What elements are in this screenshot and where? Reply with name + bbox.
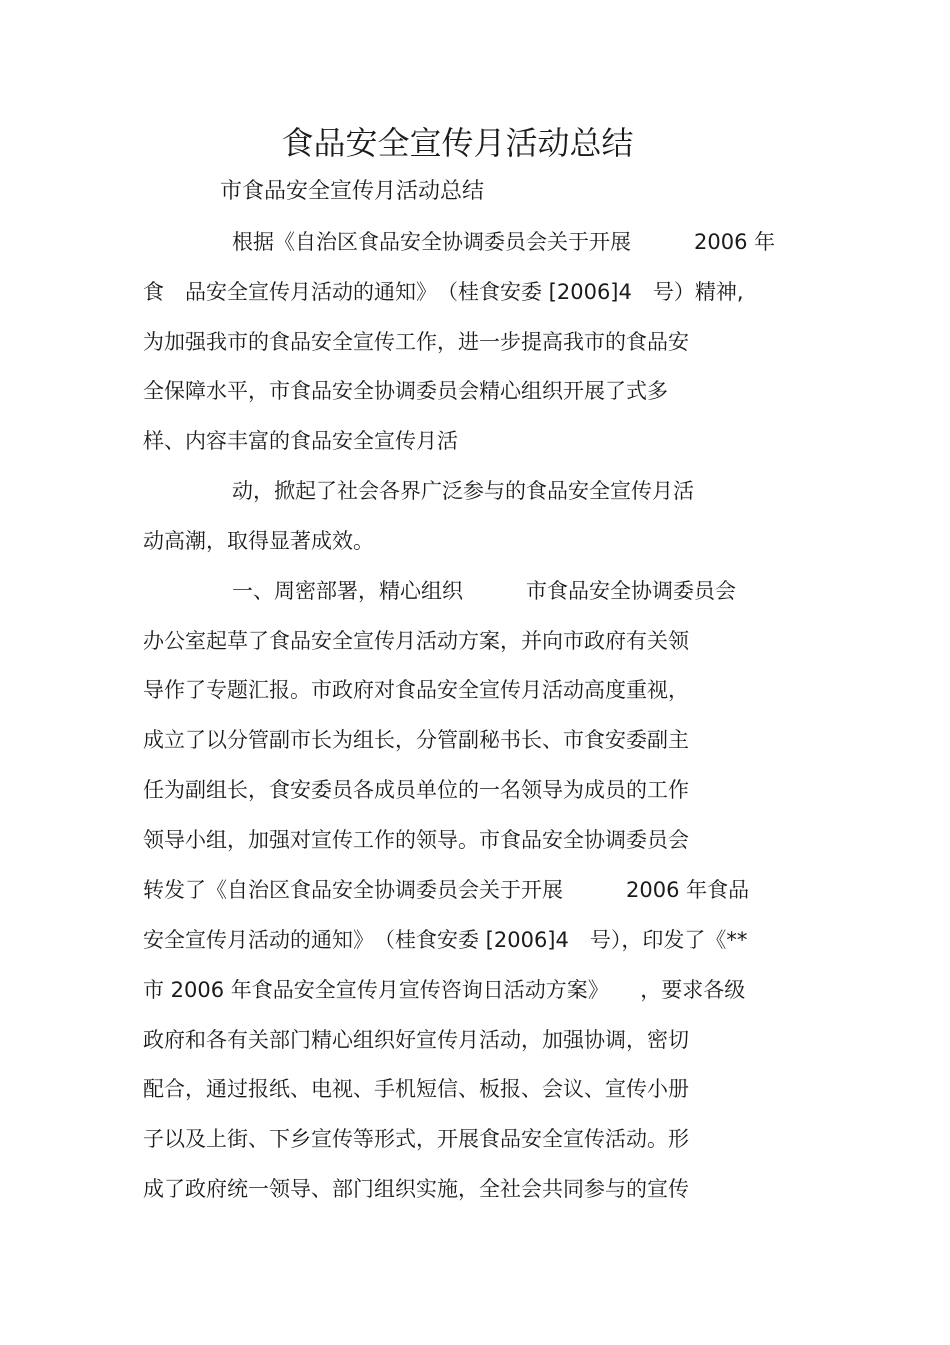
text-line: 为加强我市的食品安全宣传工作，进一步提高我市的食品安 <box>143 330 689 354</box>
text-line: 一、周密部署，精心组织 市食品安全协调委员会 <box>232 579 736 603</box>
text-line: 食 品安全宣传月活动的通知》 （桂食安委 [2006]4 号）精神, <box>143 280 744 304</box>
document-subtitle: 市食品安全宣传月活动总结 <box>220 179 485 204</box>
text-line: 配合，通过报纸、电视、手机短信、板报、会议、宣传小册 <box>143 1077 689 1101</box>
text-line: 成立了以分管副市长为组长，分管副秘书长、市食安委副主 <box>143 728 689 752</box>
text-line: 动，掀起了社会各界广泛参与的食品安全宣传月活 <box>232 479 694 503</box>
document-title: 食品安全宣传月活动总结 <box>281 124 634 162</box>
text-line: 政府和各有关部门精心组织好宣传月活动，加强协调，密切 <box>143 1028 689 1052</box>
text-line: 子以及上街、下乡宣传等形式，开展食品安全宣传活动。形 <box>143 1127 689 1151</box>
text-line: 安全宣传月活动的通知》 （桂食安委 [2006]4 号），印发了《** <box>143 928 748 952</box>
text-line: 领导小组，加强对宣传工作的领导。市食品安全协调委员会 <box>143 828 689 852</box>
text-line: 导作了专题汇报。市政府对食品安全宣传月活动高度重视， <box>143 678 689 702</box>
text-line: 办公室起草了食品安全宣传月活动方案，并向市政府有关领 <box>143 629 689 653</box>
text-line: 全保障水平，市食品安全协调委员会精心组织开展了式多 <box>143 379 668 403</box>
text-line: 成了政府统一领导、部门组织实施，全社会共同参与的宣传 <box>143 1177 689 1201</box>
text-line: 转发了《自治区食品安全协调委员会关于开展 2006 年食品 <box>143 878 750 902</box>
text-line: 样、内容丰富的食品安全宣传月活 <box>143 429 458 453</box>
text-line: 市 2006 年食品安全宣传月宣传咨询日活动方案》 ，要求各级 <box>143 978 746 1002</box>
text-line: 动高潮，取得显著成效。 <box>143 529 374 553</box>
text-line: 根据《自治区食品安全协调委员会关于开展 2006 年 <box>232 230 776 254</box>
text-line: 任为副组长，食安委员各成员单位的一名领导为成员的工作 <box>143 778 689 802</box>
